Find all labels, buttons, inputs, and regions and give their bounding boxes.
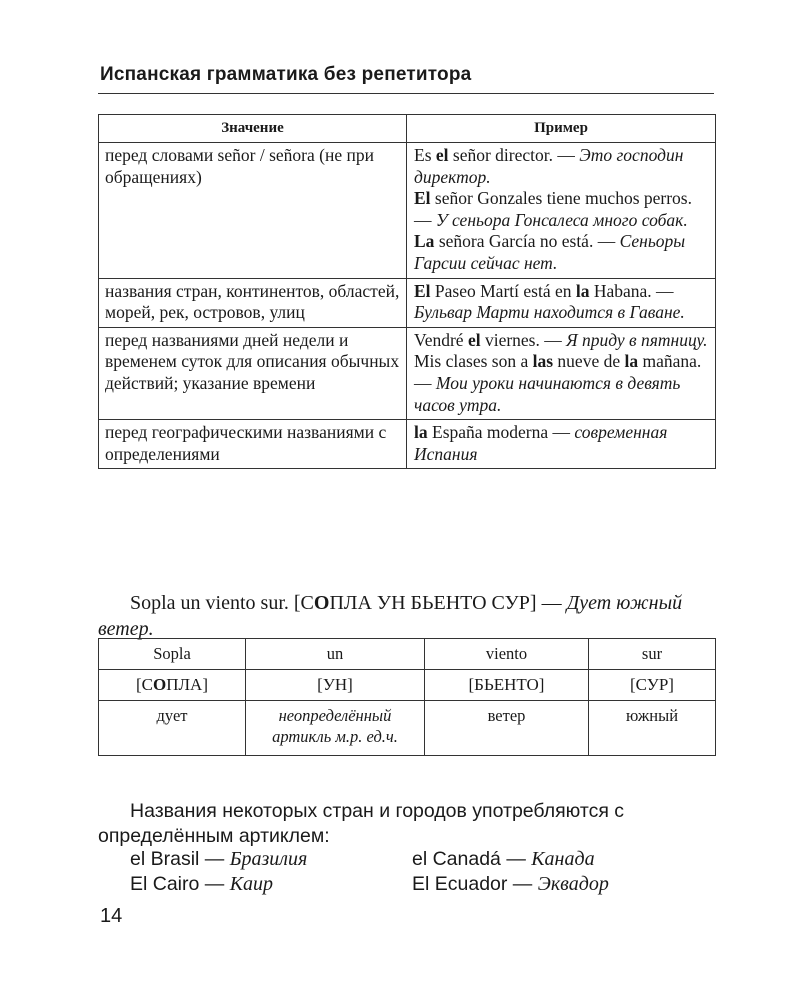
- sentence-transcription: [294, 592, 537, 614]
- list-item: [130, 872, 720, 897]
- article-usage-table: [98, 114, 716, 469]
- article-word: el: [435, 145, 449, 165]
- sentence-translation: Дует южный ветер.: [98, 592, 683, 640]
- example-cell: [407, 327, 716, 419]
- country-russian: Эквадор: [537, 873, 609, 895]
- article-word: El: [414, 188, 431, 209]
- note-paragraph: [98, 799, 718, 849]
- example-cell: [407, 143, 716, 279]
- transcription-part: Н]: [334, 675, 353, 694]
- stressed-vowel: О: [313, 592, 330, 614]
- country-list: [130, 847, 720, 897]
- meaning-cell: ветер: [425, 701, 589, 756]
- transcription-cell: [99, 670, 246, 701]
- article-word: las: [532, 351, 554, 372]
- country-entry: El Cairo — Каир: [130, 873, 273, 895]
- country-russian: Канада: [531, 848, 595, 870]
- article-word: la: [624, 351, 639, 372]
- example-translation: У сеньора Гонсалеса много собак.: [435, 209, 688, 230]
- header-example: Пример: [407, 115, 716, 143]
- stressed-vowel: Е: [493, 675, 505, 694]
- transcription-cell: [589, 670, 716, 701]
- example-text: España moderna —: [427, 422, 575, 443]
- article-word: la: [575, 280, 590, 301]
- meanings-row: [99, 701, 716, 756]
- table-header-row: [99, 115, 716, 143]
- header-rule: [98, 93, 714, 94]
- example-text: Habana. —: [589, 280, 674, 301]
- transcription-part: [С: [136, 675, 153, 694]
- note-text: Названия некоторых стран и городов употребляются с определённым артиклем:: [98, 800, 625, 847]
- word-cell: un: [246, 639, 425, 670]
- example-text: señora García no está. —: [434, 231, 620, 252]
- word-cell: Sopla: [99, 639, 246, 670]
- country-entry: El Ecuador — Эквадор: [412, 873, 609, 895]
- country-russian: Бразилия: [229, 848, 308, 870]
- country-entry: el Brasil — Бразилия: [130, 848, 308, 870]
- example-text: señor director. —: [448, 145, 580, 165]
- example-text: mañana. —: [414, 351, 702, 393]
- meaning-cell: южный: [589, 701, 716, 756]
- transcription-part: [С: [630, 675, 647, 694]
- transcription-part: [: [317, 675, 323, 694]
- country-russian: Каир: [229, 873, 273, 895]
- table-row: [99, 143, 716, 279]
- example-text: Paseo Martí está en: [430, 280, 576, 301]
- example-cell: [407, 278, 716, 327]
- transcription-part: ПЛА]: [166, 675, 208, 694]
- words-row: [99, 639, 716, 670]
- article-word: El: [414, 280, 431, 301]
- transcription-part: ПЛА УН БЬЕНТО СУР]: [329, 592, 537, 614]
- meaning-cell: неопределённый артикль м.р. ед.ч.: [246, 701, 425, 756]
- article-word: el: [467, 329, 481, 350]
- transcription-cell: [246, 670, 425, 701]
- meaning-cell: дует: [99, 701, 246, 756]
- example-sentence: [98, 590, 718, 642]
- example-translation: Я приду в пятницу.: [566, 329, 708, 350]
- meaning-cell: названия стран, континентов, областей, морей, рек, островов, улиц: [99, 278, 407, 327]
- article-word: la: [414, 422, 428, 443]
- word-cell: sur: [589, 639, 716, 670]
- example-text: Mis clases son a: [414, 351, 533, 372]
- stressed-vowel: У: [322, 675, 335, 694]
- header-meaning: Значение: [99, 115, 407, 143]
- article-word: La: [414, 231, 435, 252]
- stressed-vowel: О: [153, 675, 167, 694]
- country-spanish: el Brasil: [130, 848, 200, 870]
- example-text: Es: [414, 145, 436, 165]
- country-spanish: El Ecuador: [412, 873, 508, 895]
- sentence-dash: —: [536, 592, 567, 614]
- word-breakdown-table: [98, 638, 716, 756]
- page-number: 14: [100, 905, 123, 927]
- table-row: [99, 420, 716, 469]
- transcription-cell: [425, 670, 589, 701]
- table-row: [99, 278, 716, 327]
- example-translation: Бульвар Марти находится в Гаване.: [414, 302, 685, 323]
- table-row: [99, 327, 716, 419]
- transcription-part: Р]: [658, 675, 674, 694]
- transcription-row: [99, 670, 716, 701]
- example-text: Vendré: [414, 329, 468, 350]
- stressed-vowel: У: [646, 675, 659, 694]
- meaning-cell: перед словами señor / señora (не при обращениях): [99, 143, 407, 279]
- example-text: señor Gonzales tiene muchos perros. —: [414, 188, 692, 230]
- country-entry: el Canadá — Канада: [412, 848, 595, 870]
- example-cell: [407, 420, 716, 469]
- transcription-part: [БЬ: [468, 675, 494, 694]
- list-item: [130, 847, 720, 872]
- example-text: viernes. —: [480, 329, 567, 350]
- word-cell: viento: [425, 639, 589, 670]
- example-text: nueve de: [553, 351, 625, 372]
- transcription-part: НТО]: [504, 675, 545, 694]
- example-translation: Это господин директор.: [414, 145, 684, 187]
- country-spanish: el Canadá: [412, 848, 501, 870]
- meaning-cell: перед географическими названиями с определениями: [99, 420, 407, 469]
- example-translation: Мои уроки начинаются в девять часов утра.: [414, 372, 681, 415]
- running-head: Испанская грамматика без репетитора: [100, 64, 472, 85]
- sentence-spanish: Sopla un viento sur.: [130, 592, 289, 614]
- transcription-part: [С: [293, 592, 314, 614]
- meaning-cell: перед названиями дней недели и временем суток для описания обычных действий; указание времени: [99, 327, 407, 419]
- country-spanish: El Cairo: [130, 873, 200, 895]
- example-translation: современная Испания: [414, 422, 668, 464]
- example-translation: Сеньоры Гарсии сейчас нет.: [414, 231, 686, 273]
